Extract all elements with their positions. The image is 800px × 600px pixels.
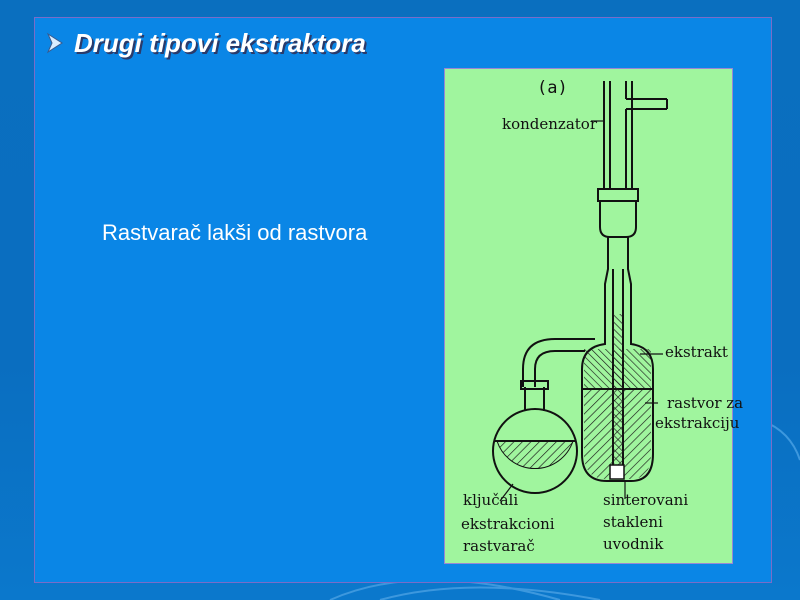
frit-label-line1: sinterovani (603, 491, 689, 509)
condenser-label: kondenzator (502, 115, 597, 133)
solution-label-line2: ekstrakciju (655, 414, 740, 432)
slide-title: Drugi tipovi ekstraktora (74, 27, 366, 58)
solvent-label-line3: rastvarač (463, 537, 535, 555)
frit-label-line3: uvodnik (603, 535, 664, 553)
solution-label-line1: rastvor za (667, 394, 744, 412)
extractor-figure (444, 68, 744, 564)
frit-label-line2: stakleni (603, 513, 663, 531)
extract-label: ekstrakt (665, 343, 728, 361)
arrow-bullet-icon (46, 32, 64, 54)
body-text: Rastvarač lakši od rastvora (102, 220, 368, 245)
figure-label-a: (a) (537, 78, 568, 98)
title-row (46, 26, 366, 60)
solvent-label-line1: ključali (463, 491, 519, 509)
solvent-label-line2: ekstrakcioni (461, 515, 555, 533)
